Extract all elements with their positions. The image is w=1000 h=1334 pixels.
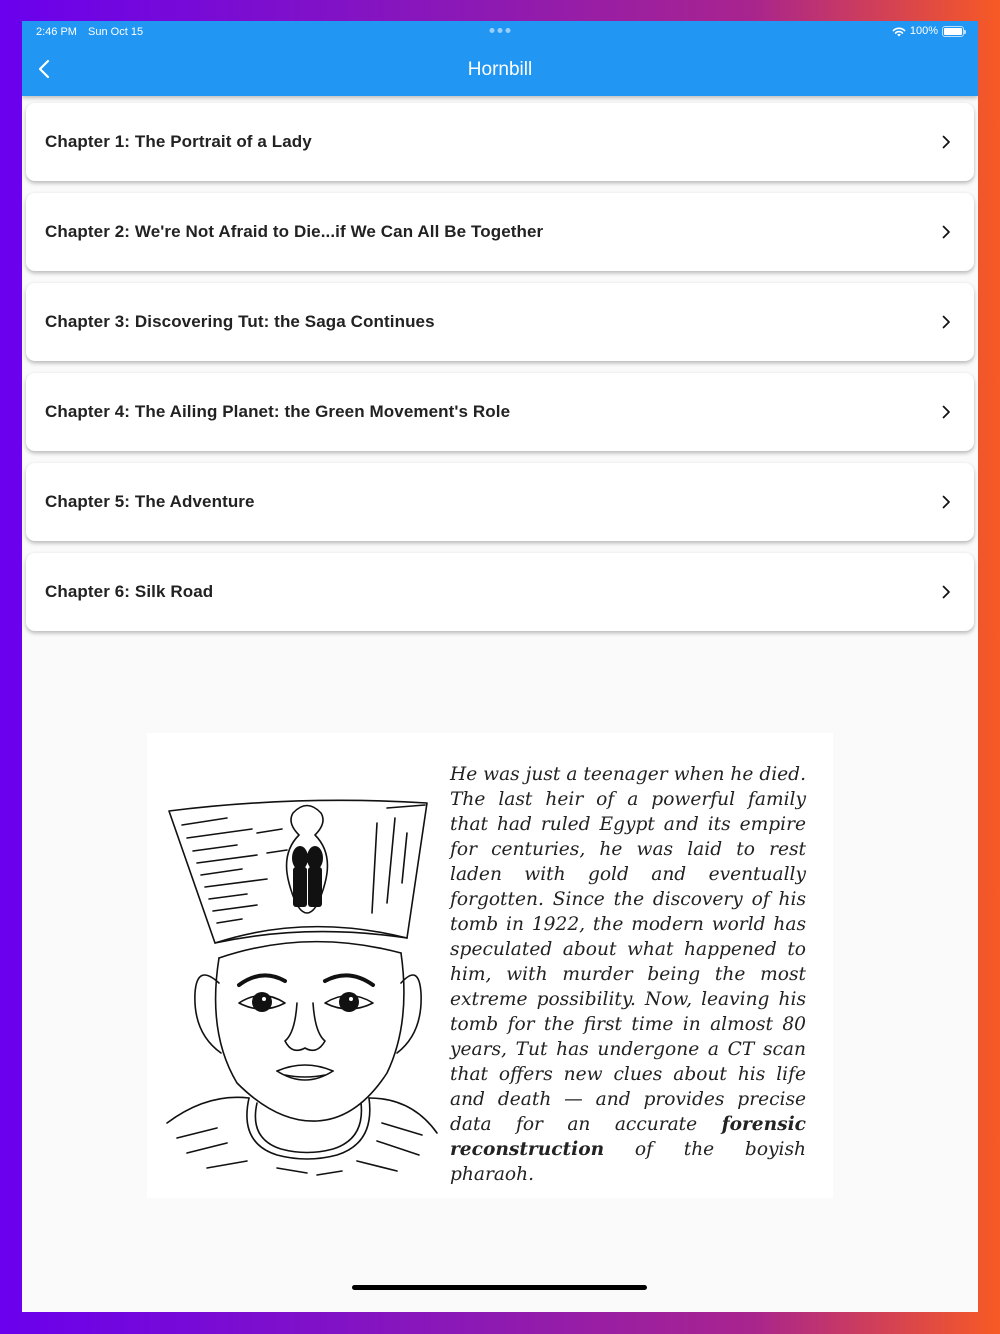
status-date: Sun Oct 15	[88, 26, 144, 38]
chapter-item-2[interactable]	[26, 193, 974, 271]
battery-percent: 100%	[909, 25, 938, 37]
excerpt-bold-term: forensic reconstruction	[450, 1114, 806, 1160]
chapter-title: Chapter 4: The Ailing Planet: the Green Movement's Role	[45, 402, 511, 421]
battery-icon	[942, 26, 964, 37]
page-title: Hornbill	[467, 59, 533, 80]
status-bar-left	[36, 26, 143, 38]
chapter-item-1[interactable]	[26, 103, 974, 181]
chapter-title: Chapter 3: Discovering Tut: the Saga Continues	[45, 312, 435, 331]
chevron-right-icon	[942, 314, 954, 330]
ipad-screen	[22, 21, 978, 1312]
chevron-right-icon	[942, 494, 954, 510]
excerpt-text-end: of the boyish pharaoh.	[450, 1139, 806, 1185]
chapter-item-3[interactable]	[26, 283, 974, 361]
chapter-item-5[interactable]	[26, 463, 974, 541]
pharaoh-illustration	[157, 763, 442, 1183]
chevron-right-icon	[942, 404, 954, 420]
chapter-title: Chapter 5: The Adventure	[45, 492, 255, 511]
chapter-title: Chapter 2: We're Not Afraid to Die...if We Can All Be Together	[45, 222, 544, 241]
home-indicator[interactable]	[352, 1285, 647, 1290]
chapter-title: Chapter 6: Silk Road	[45, 582, 214, 601]
chapter-list	[26, 103, 974, 643]
multitasking-menu-icon[interactable]	[490, 28, 511, 33]
app-bar	[22, 21, 978, 96]
chapter-item-4[interactable]	[26, 373, 974, 451]
status-bar-right	[892, 25, 964, 37]
chapter-item-6[interactable]	[26, 553, 974, 631]
chevron-right-icon	[942, 224, 954, 240]
battery-fill	[944, 28, 962, 35]
chevron-right-icon	[942, 134, 954, 150]
chevron-right-icon	[942, 584, 954, 600]
excerpt-text: He was just a teenager when he died. The last heir of a powerful family that had ruled Egypt and its empire for centuries, he was laid to rest laden with gold and eventually forgotten. Since the discovery of his tomb in 1922, the modern world has speculated about what happened to him, with murder being the most extreme possibility. Now, leaving his tomb for the first time in almost 80 years, Tut has undergone a CT scan that offers new clues about his life and death — and provides precise data for an accurate	[450, 764, 806, 1135]
status-time: 2:46 PM	[36, 26, 77, 38]
wifi-icon	[892, 26, 906, 37]
chapter-excerpt	[450, 762, 806, 1187]
chapter-illustration	[147, 733, 833, 1198]
chapter-title: Chapter 1: The Portrait of a Lady	[45, 132, 312, 151]
